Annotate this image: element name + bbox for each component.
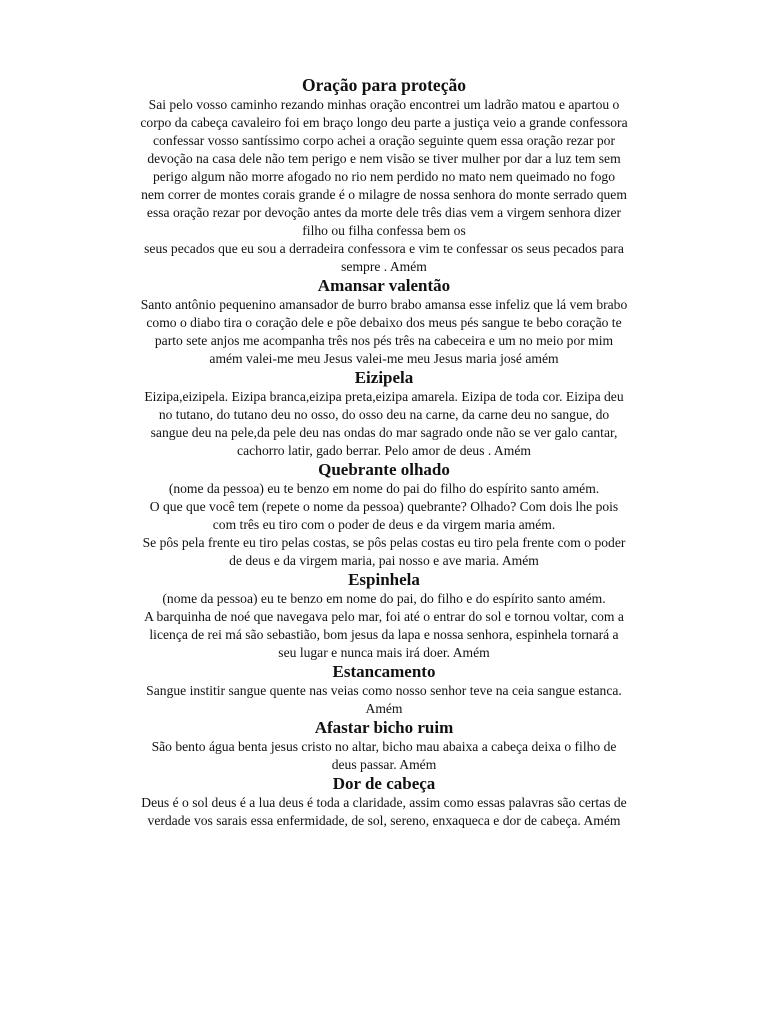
section-paragraph: (nome da pessoa) eu te benzo em nome do pai, do filho e do espírito santo amém.: [162, 591, 606, 606]
section-estancamento: [140, 662, 628, 718]
section-paragraph: A barquinha de noé que navegava pelo mar, foi até o entrar do sol e tornou voltar, com a licença de rei má são sebastião, bom jesus da lapa e nossa senhora, espinhela tornará a seu lugar e nunca mais irá doer. Amém: [144, 609, 624, 660]
section-paragraph: seus pecados que eu sou a derradeira confessora e vim te confessar os seus pecados para sempre . Amém: [144, 241, 624, 274]
section-title: Oração para proteção: [302, 75, 466, 95]
section-paragraph: (nome da pessoa) eu te benzo em nome do pai do filho do espírito santo amém.: [168, 481, 600, 496]
section-quebrante-olhado: [140, 460, 628, 570]
section-paragraph: Santo antônio pequenino amansador de burro brabo amansa esse infeliz que lá vem brabo como o diabo tira o coração dele e põe debaixo dos meus pés sangue te bebo coração te parto sete anjos me acompanha três nos pés três na cabeceira e um no meio por mim amém valei-me meu Jesus valei-me meu Jesus maria josé amém: [140, 297, 628, 366]
section-title: Dor de cabeça: [332, 774, 436, 793]
section-paragraph: Sangue institir sangue quente nas veias como nosso senhor teve na ceia sangue estanca. Amém: [146, 683, 622, 716]
section-title: Quebrante olhado: [318, 460, 450, 479]
section-dor-de-cabeca: [140, 774, 628, 830]
section-title: Eizipela: [354, 368, 414, 387]
section-oracao-protecao: [140, 74, 628, 276]
section-title: Afastar bicho ruim: [314, 718, 454, 737]
section-paragraph: São bento água benta jesus cristo no altar, bicho mau abaixa a cabeça deixa o filho de deus passar. Amém: [151, 739, 617, 772]
section-eizipela: [140, 368, 628, 460]
section-paragraph: Deus é o sol deus é a lua deus é toda a claridade, assim como essas palavras são certas de verdade vos sarais essa enfermidade, de sol, sereno, enxaqueca e dor de cabeça. Amém: [141, 795, 627, 828]
section-title: Amansar valentão: [317, 276, 451, 295]
section-paragraph: Se pôs pela frente eu tiro pelas costas, se pôs pelas costas eu tiro pela frente com o poder de deus e da virgem maria, pai nosso e ave maria. Amém: [142, 535, 626, 568]
section-paragraph: Sai pelo vosso caminho rezando minhas oração encontrei um ladrão matou e apartou o corpo da cabeça cavaleiro foi em braço longo deu parte a justiça veio a grande confessora confessar vosso santíssimo corpo achei a oração seguinte quem essa oração rezar por devoção na casa dele não tem perigo e nem visão se tiver mulher por dar a luz tem sem perigo algum não morre afogado no rio nem perdido no mato nem queimado no fogo nem correr de montes corais grande é o milagre de nossa senhora do monte serrado quem essa oração rezar por devoção antes da morte dele três dias vem a virgem senhora dizer filho ou filha confessa bem os: [140, 97, 628, 238]
section-title: Espinhela: [348, 570, 420, 589]
section-paragraph: Eizipa,eizipela. Eizipa branca,eizipa preta,eizipa amarela. Eizipa de toda cor. Eizipa deu no tutano, do tutano deu no osso, do osso deu na carne, da carne deu no sangue, do sangue deu na pele,da pele deu nas ondas do mar sagrado onde não se ver galo cantar, cachorro latir, gado berrar. Pelo amor de deus . Amém: [144, 389, 624, 458]
section-afastar-bicho-ruim: [140, 718, 628, 774]
section-title: Estancamento: [332, 662, 436, 681]
section-paragraph: O que que você tem (repete o nome da pessoa) quebrante? Olhado? Com dois lhe pois com três eu tiro com o poder de deus e da virgem maria amém.: [149, 499, 619, 532]
document-page: [140, 74, 628, 830]
section-espinhela: [140, 570, 628, 662]
section-amansar-valentao: [140, 276, 628, 368]
